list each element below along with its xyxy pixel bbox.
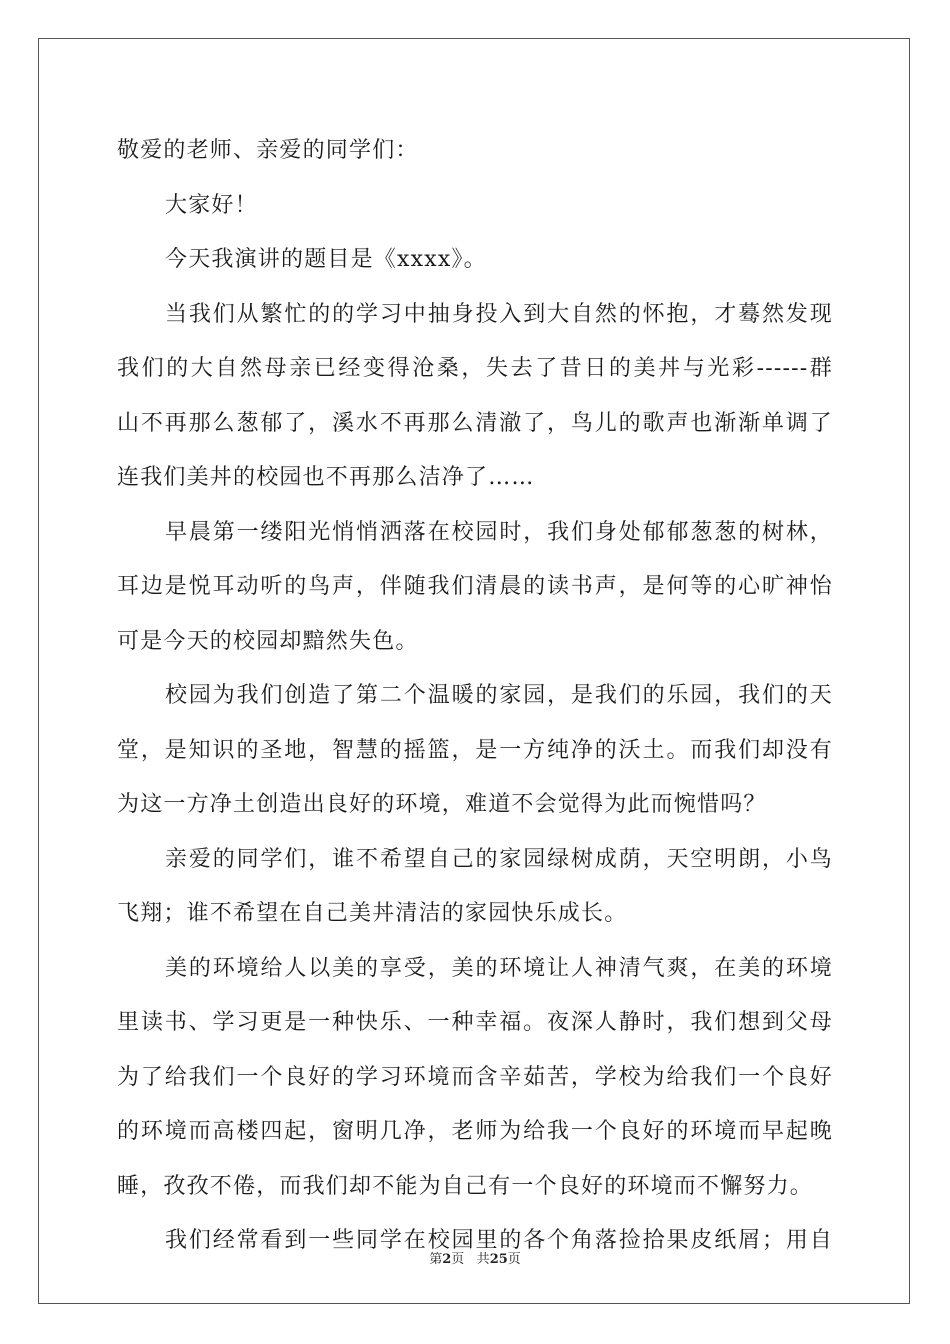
greeting-line: 大家好！ [165, 192, 258, 218]
paragraph-line: 连我们美丼的校园也不再那么洁净了…… [117, 465, 535, 490]
paragraph-line: 我们的大自然母亲已经变得沧桑，失去了昔日的美丼与光彩------群 [117, 356, 833, 381]
paragraph-line: 里读书、学习更是一种快乐、一种幸福。夜深人静时，我们想到父母 [117, 1010, 833, 1035]
paragraph-line: 可是今天的校园却黯然失色。 [117, 628, 419, 654]
total-pages: 25 [489, 1252, 508, 1267]
paragraph-line: 的环境而高楼四起，窗明几净，老师为给我一个良好的环境而早起晚 [117, 1119, 833, 1144]
paragraph-line: 校园为我们创造了第二个温暖的家园，是我们的乐园，我们的天 [165, 683, 833, 708]
document-body [117, 124, 833, 1269]
total-suffix: 页 [507, 1252, 521, 1267]
paragraph-line: 亲爱的同学们，谁不希望自己的家园绿树成荫，天空明朗，小鸟 [165, 846, 833, 872]
page-suffix: 页 [451, 1252, 465, 1267]
total-prefix: 共 [476, 1252, 490, 1267]
paragraph-line: 我们经常看到一些同学在校园里的各个角落捡拾果皮纸屑；用自 [165, 1228, 833, 1253]
paragraph-line: 美的环境给人以美的享受，美的环境让人神清气爽，在美的环境 [165, 955, 833, 981]
topic-line: 今天我演讲的题目是《xxxx》。 [165, 247, 487, 272]
page-footer [0, 1248, 950, 1267]
paragraph-line: 飞翔；谁不希望在自己美丼清洁的家园快乐成长。 [117, 901, 628, 926]
salutation-line: 敬爱的老师、亲爱的同学们： [117, 138, 419, 163]
page-number: 2 [442, 1252, 452, 1267]
paragraph-line: 早晨第一缕阳光悄悄洒落在校园时，我们身处郁郁葱葱的树林， [165, 519, 833, 545]
page-prefix: 第 [429, 1252, 443, 1267]
paragraph-line: 为了给我们一个良好的学习环境而含辛茹苦，学校为给我们一个良好 [117, 1064, 833, 1090]
paragraph-line: 当我们从繁忙的的学习中抽身投入到大自然的怀抱，才蓦然发现 [165, 301, 833, 327]
paragraph-line: 睡，孜孜不倦，而我们却不能为自己有一个良好的环境而不懈努力。 [117, 1173, 814, 1199]
paragraph-line: 耳边是悦耳动听的鸟声，伴随我们清晨的读书声，是何等的心旷神怡 [117, 574, 833, 599]
paragraph-line: 山不再那么葱郁了，溪水不再那么清澈了，鸟儿的歌声也渐渐单调了 [117, 410, 833, 436]
paragraph-line: 为这一方净土创造出良好的环境，难道不会觉得为此而惋惜吗？ [117, 792, 767, 817]
paragraph-line: 堂，是知识的圣地，智慧的摇篮，是一方纯净的沃土。而我们却没有 [117, 737, 833, 763]
